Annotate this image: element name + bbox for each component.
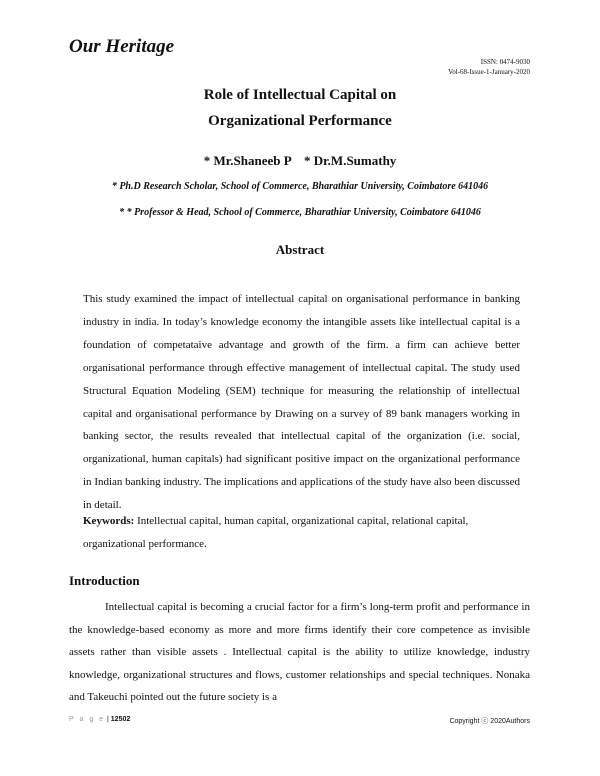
issn-block bbox=[448, 57, 530, 77]
journal-title: Our Heritage bbox=[69, 36, 175, 57]
introduction-heading: Introduction bbox=[69, 573, 140, 588]
keywords-text: Intellectual capital, human capital, organizational capital, relational capital, organizational performance. bbox=[83, 515, 469, 550]
volume-issue: Vol-68-Issue-1-January-2020 bbox=[448, 68, 530, 76]
paper-title-line-2: Organizational Performance bbox=[208, 113, 392, 129]
abstract-heading: Abstract bbox=[275, 242, 325, 257]
page-label: P a g e bbox=[69, 716, 106, 723]
page-number: 12502 bbox=[110, 716, 131, 723]
keywords-label: Keywords: bbox=[83, 515, 135, 527]
paper-title bbox=[0, 82, 600, 134]
keywords bbox=[83, 510, 520, 555]
copyright: Copyright ⓒ 2020Authors bbox=[449, 718, 530, 725]
page-separator: | bbox=[105, 716, 111, 723]
affiliation-1: * Ph.D Research Scholar, School of Commerce, Bharathiar University, Coimbatore 641046 bbox=[111, 181, 489, 192]
paper-title-line-1: Role of Intellectual Capital on bbox=[203, 87, 397, 103]
affiliation-2: * * Professor & Head, School of Commerce, Bharathiar University, Coimbatore 641046 bbox=[119, 207, 481, 218]
introduction-text: Intellectual capital is becoming a crucial factor for a firm’s long-term profit and performance in the knowledge-based economy as more and more firms identify their core competence as invisible assets rather than visible assets . Intellectual capital is the ability to utilize knowledge, industry knowledge, organizational structures and flows, customer relationships and special techniques. Nonaka and Takeuchi pointed out the future society is a bbox=[69, 601, 530, 703]
page-footer bbox=[69, 716, 130, 723]
abstract-text: This study examined the impact of intellectual capital on organisational performance in banking industry in india. In today’s knowledge economy the intangible assets like intellectual capital is a foundation of competataive advantage and growth of the firm. a firm can achieve better organisational performance through effective management of intellectual capital. The study used Structural Equation Modeling (SEM) technique for measuring the relationship of intellectual capital and organisational performance by Drawing on a survey of 89 bank managers working in banking sector, the results revealed that intellectual capital of the organization (i.e. social, organizational, human capitals) had significant positive impact on the organizational performance in Indian banking industry. The implications and applications of the study have also been discussed in detail. bbox=[83, 293, 520, 512]
issn: ISSN: 0474-9030 bbox=[480, 58, 530, 66]
authors: * Mr.Shaneeb P * Dr.M.Sumathy bbox=[203, 153, 397, 168]
